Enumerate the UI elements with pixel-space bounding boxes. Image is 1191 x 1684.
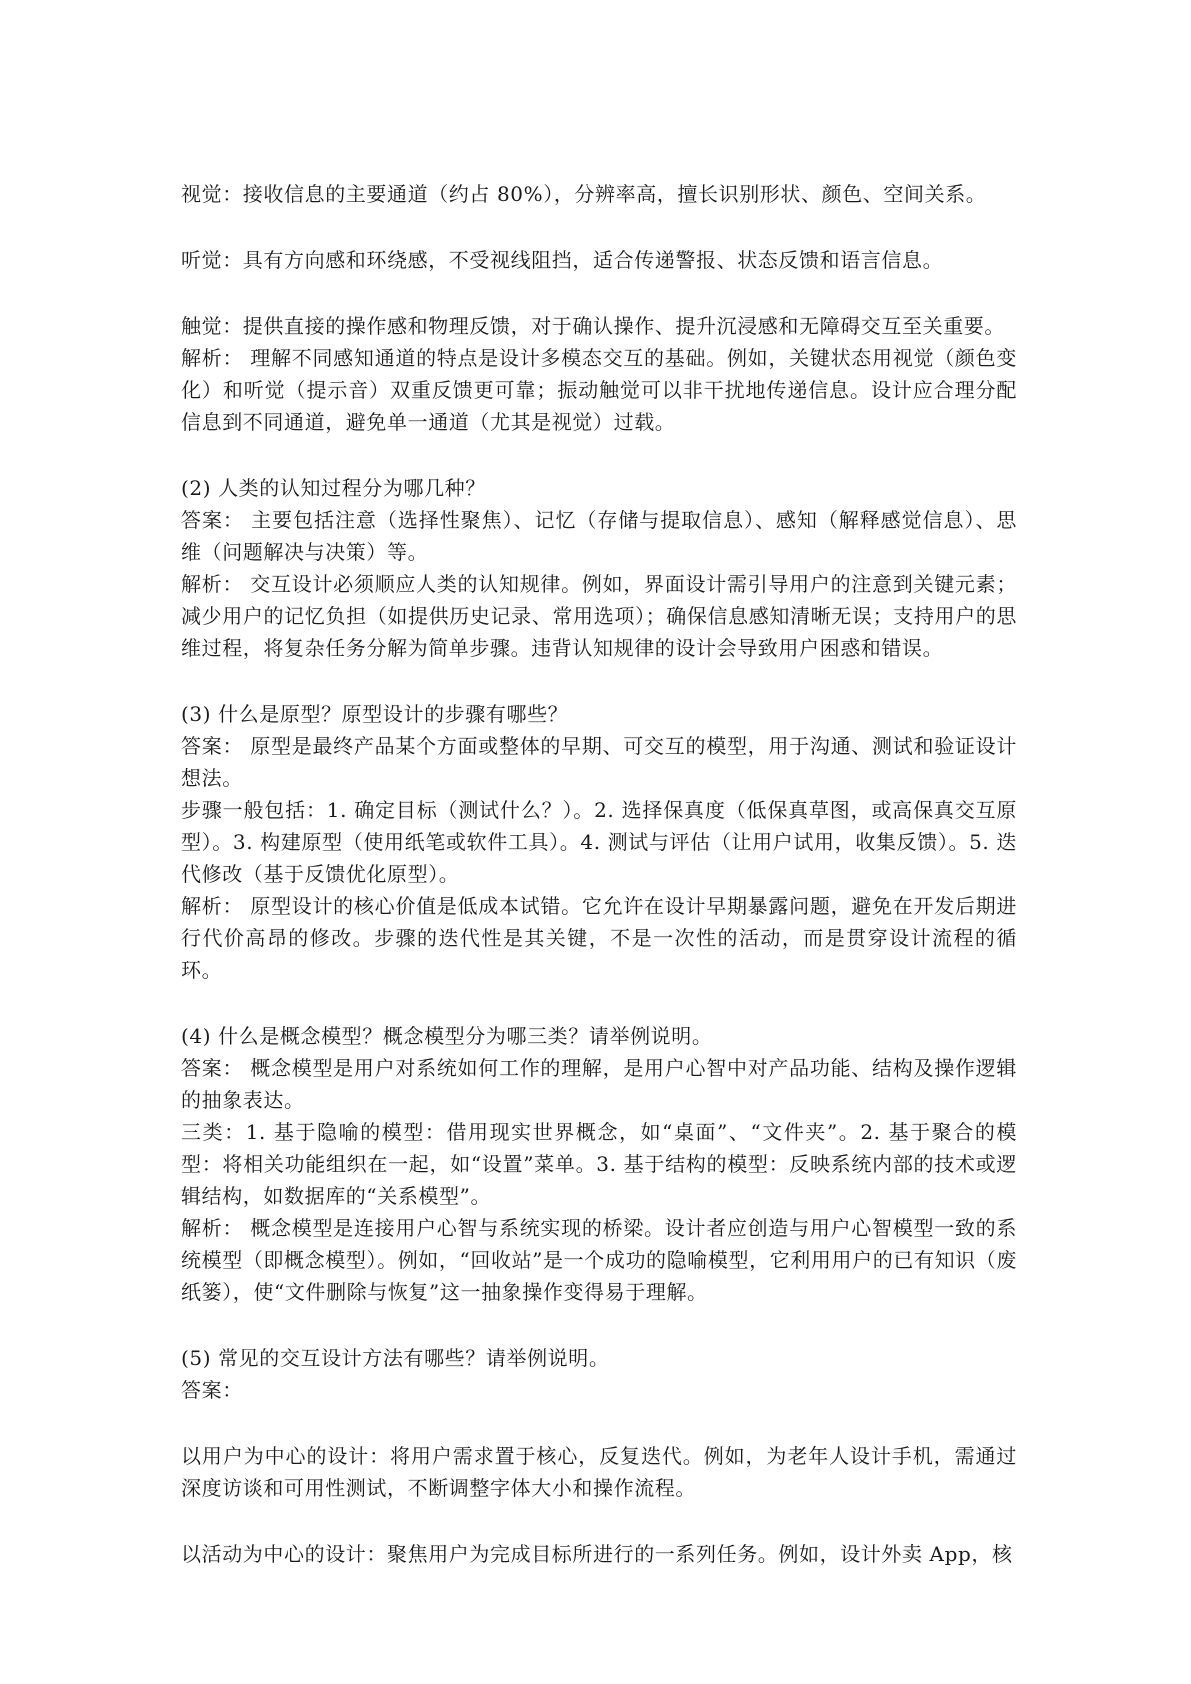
paragraph-analysis-1: 解析： 理解不同感知通道的特点是设计多模态交互的基础。例如，关键状态用视觉（颜色变化）和听觉（提示音）双重反馈更可靠；振动触觉可以非干扰地传递信息。设计应合理分配信息到不同通道，避免单一通道（尤其是视觉）过载。 [181, 346, 1017, 434]
paragraph-vision: 视觉：接收信息的主要通道（约占 80%），分辨率高，擅长识别形状、颜色、空间关系。 [181, 182, 987, 206]
steps-3: 步骤一般包括：1. 确定目标（测试什么？）。2. 选择保真度（低保真草图，或高保真交互原型）。3. 构建原型（使用纸笔或软件工具）。4. 测试与评估（让用户试用，收集反馈）。5. 迭代修改（基于反馈优化原型）。 [181, 798, 1017, 886]
answer-5-label: 答案： [181, 1378, 243, 1402]
method-activity-centered: 以活动为中心的设计：聚焦用户为完成目标所进行的一系列任务。例如，设计外卖 App，核 [181, 1542, 1013, 1566]
paragraph-gap [181, 276, 1017, 310]
paragraph-gap [181, 210, 1017, 244]
question-4: (4) 什么是概念模型？概念模型分为哪三类？请举例说明。 [181, 1024, 713, 1048]
types-4: 三类：1. 基于隐喻的模型：借用现实世界概念，如“桌面”、“文件夹”。2. 基于聚合的模型：将相关功能组织在一起，如“设置”菜单。3. 基于结构的模型：反映系统内部的技术或逻辑结构，如数据库的“关系模型”。 [181, 1120, 1017, 1208]
paragraph-gap [181, 1406, 1017, 1440]
document-page [181, 178, 1017, 1570]
paragraph-gap [181, 1504, 1017, 1538]
answer-2: 答案： 主要包括注意（选择性聚焦）、记忆（存储与提取信息）、感知（解释感觉信息）、思维（问题解决与决策）等。 [181, 508, 1017, 564]
question-5: (5) 常见的交互设计方法有哪些？请举例说明。 [181, 1346, 610, 1370]
paragraph-touch: 触觉：提供直接的操作感和物理反馈，对于确认操作、提升沉浸感和无障碍交互至关重要。 [181, 314, 1005, 338]
analysis-2: 解析： 交互设计必须顺应人类的认知规律。例如，界面设计需引导用户的注意到关键元素；减少用户的记忆负担（如提供历史记录、常用选项）；确保信息感知清晰无误；支持用户的思维过程，将复杂任务分解为简单步骤。违背认知规律的设计会导致用户困惑和错误。 [181, 572, 1017, 660]
analysis-4: 解析： 概念模型是连接用户心智与系统实现的桥梁。设计者应创造与用户心智模型一致的系统模型（即概念模型）。例如，“回收站”是一个成功的隐喻模型，它利用用户的已有知识（废纸篓），使“文件删除与恢复”这一抽象操作变得易于理解。 [181, 1216, 1017, 1304]
paragraph-gap [181, 986, 1017, 1020]
paragraph-gap [181, 664, 1017, 698]
paragraph-gap [181, 438, 1017, 472]
analysis-3: 解析： 原型设计的核心价值是低成本试错。它允许在设计早期暴露问题，避免在开发后期进行代价高昂的修改。步骤的迭代性是其关键，不是一次性的活动，而是贯穿设计流程的循环。 [181, 894, 1017, 982]
answer-3: 答案： 原型是最终产品某个方面或整体的早期、可交互的模型，用于沟通、测试和验证设计想法。 [181, 734, 1017, 790]
question-3: (3) 什么是原型？原型设计的步骤有哪些？ [181, 702, 569, 726]
question-2: (2) 人类的认知过程分为哪几种？ [181, 476, 486, 500]
method-user-centered: 以用户为中心的设计：将用户需求置于核心，反复迭代。例如，为老年人设计手机，需通过深度访谈和可用性测试，不断调整字体大小和操作流程。 [181, 1444, 1017, 1500]
paragraph-hearing: 听觉：具有方向感和环绕感，不受视线阻挡，适合传递警报、状态反馈和语言信息。 [181, 248, 944, 272]
paragraph-gap [181, 1308, 1017, 1342]
answer-4: 答案： 概念模型是用户对系统如何工作的理解，是用户心智中对产品功能、结构及操作逻辑的抽象表达。 [181, 1056, 1017, 1112]
